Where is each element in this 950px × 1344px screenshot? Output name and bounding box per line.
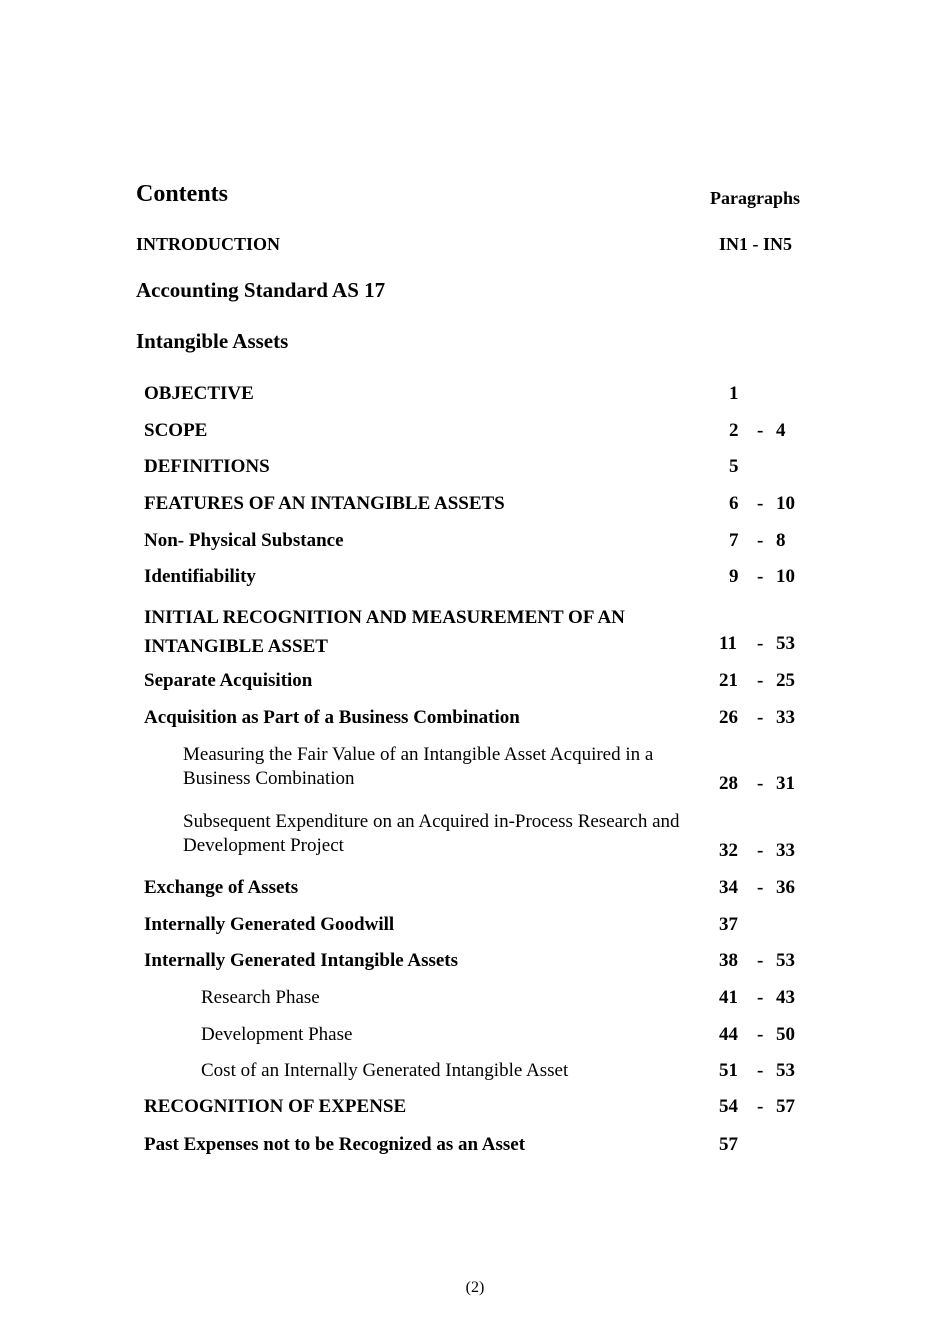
paragraph-range-dash: -	[757, 566, 764, 587]
toc-entry-label: Research Phase	[201, 987, 320, 1008]
paragraph-range-dash: -	[757, 530, 764, 551]
toc-entry-label: INITIAL RECOGNITION AND MEASUREMENT OF AN INTANGIBLE ASSET	[144, 607, 625, 657]
paragraph-range-dash: -	[757, 493, 764, 514]
paragraph-range-dash: -	[757, 670, 764, 691]
paragraph-range-dash: -	[757, 1060, 764, 1081]
toc-entry-label: Internally Generated Goodwill	[144, 914, 395, 935]
toc-entry-label: SCOPE	[144, 420, 208, 441]
paragraph-to: 8	[776, 530, 786, 551]
paragraph-from: 38	[719, 950, 738, 971]
standard-title: Accounting Standard AS 17	[136, 278, 386, 302]
paragraph-range-dash: -	[757, 987, 764, 1008]
paragraph-to: 10	[776, 493, 795, 514]
paragraph-range-dash: -	[757, 707, 764, 728]
paragraph-to: 33	[776, 707, 795, 728]
paragraph-from: 54	[719, 1096, 738, 1117]
toc-entry-label: Subsequent Expenditure on an Acquired in-Process Research and Development Project	[183, 811, 680, 856]
paragraph-from: 51	[719, 1060, 738, 1081]
toc-entry-label: Exchange of Assets	[144, 877, 299, 898]
paragraph-range-dash: -	[757, 633, 764, 654]
paragraph-range-dash: -	[757, 840, 764, 861]
toc-entry-label: OBJECTIVE	[144, 383, 254, 404]
paragraph-from: 2	[729, 420, 739, 441]
toc-entry-label: Cost of an Internally Generated Intangible Asset	[201, 1060, 569, 1081]
paragraph-to: 57	[776, 1096, 795, 1117]
paragraph-to: 33	[776, 840, 795, 861]
paragraph-from: 11	[719, 633, 737, 654]
paragraph-from: 6	[729, 493, 739, 514]
introduction-ref: IN1 - IN5	[719, 234, 793, 254]
toc-entry-label: Non- Physical Substance	[144, 530, 344, 551]
paragraph-from: 34	[719, 877, 738, 898]
paragraph-range-dash: -	[757, 950, 764, 971]
paragraph-to: 31	[776, 773, 795, 794]
toc-entry-label: Internally Generated Intangible Assets	[144, 950, 459, 971]
paragraph-range-dash: -	[757, 877, 764, 898]
paragraph-from: 44	[719, 1024, 738, 1045]
toc-entry-label: DEFINITIONS	[144, 456, 270, 477]
contents-title: Contents	[136, 181, 229, 207]
toc-entry-label: Separate Acquisition	[144, 670, 313, 691]
paragraphs-heading: Paragraphs	[710, 188, 800, 208]
toc-entry-label: Development Phase	[201, 1024, 353, 1045]
paragraph-range-dash: -	[757, 773, 764, 794]
paragraph-to: 53	[776, 633, 795, 654]
paragraph-to: 10	[776, 566, 795, 587]
toc-entry-label: RECOGNITION OF EXPENSE	[144, 1096, 407, 1117]
paragraph-from: 37	[719, 914, 738, 935]
paragraph-range-dash: -	[757, 1024, 764, 1045]
paragraph-to: 43	[776, 987, 795, 1008]
paragraph-range-dash: -	[757, 1096, 764, 1117]
toc-entry-label: Identifiability	[144, 566, 256, 587]
paragraph-to: 36	[776, 877, 795, 898]
paragraph-range-dash: -	[757, 420, 764, 441]
paragraph-to: 25	[776, 670, 795, 691]
paragraph-from: 41	[719, 987, 738, 1008]
paragraph-from: 28	[719, 773, 738, 794]
paragraph-to: 50	[776, 1024, 795, 1045]
paragraph-from: 7	[729, 530, 739, 551]
paragraph-from: 57	[719, 1134, 738, 1155]
toc-entry-label: Past Expenses not to be Recognized as an Asset	[144, 1134, 526, 1155]
paragraph-to: 4	[776, 420, 786, 441]
paragraph-to: 53	[776, 950, 795, 971]
paragraph-to: 53	[776, 1060, 795, 1081]
toc-entry-label: FEATURES OF AN INTANGIBLE ASSETS	[144, 493, 505, 514]
paragraph-from: 32	[719, 840, 738, 861]
paragraph-from: 9	[729, 566, 739, 587]
page-number: (2)	[465, 1279, 485, 1296]
paragraph-from: 1	[729, 383, 739, 404]
toc-entry-label: Measuring the Fair Value of an Intangible Asset Acquired in a Business Combination	[183, 744, 654, 789]
standard-subtitle: Intangible Assets	[136, 329, 289, 353]
paragraph-from: 21	[719, 670, 738, 691]
toc-entry-label: Acquisition as Part of a Business Combination	[144, 707, 520, 728]
paragraph-from: 5	[729, 456, 739, 477]
introduction-label: INTRODUCTION	[136, 234, 281, 254]
paragraph-from: 26	[719, 707, 738, 728]
